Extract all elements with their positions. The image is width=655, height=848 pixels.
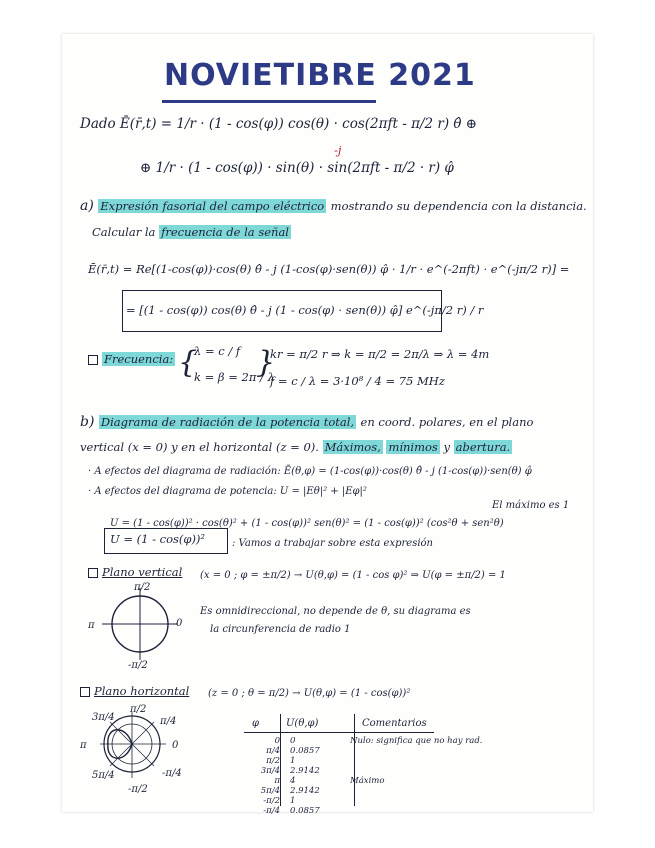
table-row: 0 0 Nulo: significa que no hay rad. [274,736,483,746]
table-header-u: U(θ,φ) [286,718,319,729]
part-b-aperture: abertura. [455,440,511,454]
frequency-formula-lambda: λ = c / f [194,344,241,358]
table-row: π/4 0.0857 [266,746,320,756]
vertical-plane-equation: (x = 0 ; φ = ±π/2) → U(θ,φ) = (1 - cos φ)² ⇒ U(φ = ±π/2) = 1 [200,570,506,581]
given-line-1: Dado Ē(r̄,t) = 1/r · (1 - cos(φ)) cos(θ) · cos(2πft - π/2 r) θ̂ ⊕ [80,116,478,132]
frequency-label: Frecuencia: [104,352,174,366]
given-annotation: -j [334,143,342,157]
part-b-and: y [443,440,450,454]
polar-v-top: π/2 [134,582,151,593]
checkbox-icon [88,568,98,578]
polar-h-bl: 5π/4 [92,770,115,781]
table-row: π/2 1 [266,756,296,766]
vertical-desc-1: Es omnidireccional, no depende de θ, su diagrama es [200,606,471,617]
frequency-result-lambda: kr = π/2 r ⇒ k = π/2 = 2π/λ ⇒ λ = 4m [270,347,490,361]
part-b-label: b) [80,414,95,430]
part-b-highlight-1: Diagrama de radiación de la potencia total, [100,415,355,429]
bullet-radiation: · A efectos del diagrama de radiación: Ē(θ,φ) = (1-cos(φ))·cos(θ) θ̂ - j (1-cos(φ))·sen(θ) φ̂ [88,466,532,477]
polar-h-top: π/2 [130,704,147,715]
phasor-expression: Ē(r̄,t) = Re[(1-cos(φ))·cos(θ) θ̂ - j (1-cos(φ)·sen(θ)) φ̂ · 1/r · e^(-2πft) · e^(-jπ/2 r)] = [88,262,570,276]
vertical-plane-line [88,565,182,579]
checkbox-icon [80,687,90,697]
part-a-highlight-1: Expresión fasorial del campo eléctrico [100,199,325,213]
u-boxed-expression: U = (1 - cos(φ))² [110,532,206,546]
part-a-rest-1: mostrando su dependencia con la distancia. [330,199,587,213]
horizontal-plane-heading: Plano horizontal [94,684,190,698]
polar-v-left: π [88,620,95,631]
polar-h-tl: 3π/4 [92,712,115,723]
vertical-plane-heading: Plano vertical [102,565,183,579]
table-header-rule [244,732,434,733]
part-b-min: mínimos [388,440,438,454]
table-header-phi: φ [252,718,260,729]
frequency-result-f: f = c / λ = 3·10⁸ / 4 = 75 MHz [270,374,445,388]
polar-h-bottom: -π/2 [128,784,148,795]
polar-h-tr: π/4 [160,716,177,727]
horizontal-plane-equation: (z = 0 ; θ = π/2) → U(θ,φ) = (1 - cos(φ))² [208,688,411,699]
checkbox-icon [88,355,98,365]
left-brace: { [178,345,198,380]
page-title: NOVIETIBRE 2021 [164,58,476,93]
part-b-max: Máximos, [324,440,381,454]
table-body [244,736,483,816]
given-line-2: ⊕ 1/r · (1 - cos(φ)) · sin(θ) · sin(2πft - π/2 · r) φ̂ [140,160,454,176]
phasor-boxed-expression: = [(1 - cos(φ)) cos(θ) θ̂ - j (1 - cos(φ) · sen(θ)) φ̂] e^(-jπ/2 r) / r [126,303,484,317]
right-brace: } [256,345,276,380]
polar-h-right: 0 [172,740,179,751]
part-a-highlight-2: frecuencia de la señal [161,225,289,239]
part-b-rest-1: en coord. polares, en el plano [360,415,534,429]
frequency-label-line [88,352,175,366]
polar-v-bottom: -π/2 [128,660,148,671]
part-a-label: a) [80,198,94,214]
polar-h-br: -π/4 [162,768,182,779]
polar-h-left: π [80,740,87,751]
max-note: El máximo es 1 [492,500,570,511]
part-b-line-2-prefix: vertical (x = 0) y en el horizontal (z = 0). [80,440,319,454]
polar-v-right: 0 [176,618,183,629]
part-a-line-2 [92,225,291,239]
vertical-desc-2: la circunferencia de radio 1 [210,624,351,635]
u-note: : Vamos a trabajar sobre esta expresión [232,538,434,549]
table-row: -π/2 1 [263,796,296,806]
horizontal-plane-line [80,684,189,698]
table-header-comments: Comentarios [362,718,427,729]
part-a-line-1 [80,198,587,214]
table-row: -π/4 0.0857 [263,806,320,816]
table-row: 3π/4 2.9142 [260,766,320,776]
bullet-power: · A efectos del diagrama de potencia: U = |Eθ|² + |Eφ|² [88,486,367,497]
frequency-formula-k: k = β = 2π / λ [194,370,275,384]
u-derivation: U = (1 - cos(φ))² · cos(θ)² + (1 - cos(φ))² sen(θ)² = (1 - cos(φ))² (cos²θ + sen²θ) [110,518,504,529]
part-b-line-1 [80,414,533,430]
part-a-prefix-2: Calcular la [92,225,156,239]
part-b-line-2 [80,440,512,454]
table-row: π 4 Máximo [274,776,385,786]
table-row: 5π/4 2.9142 [260,786,320,796]
title-underline [162,100,376,103]
